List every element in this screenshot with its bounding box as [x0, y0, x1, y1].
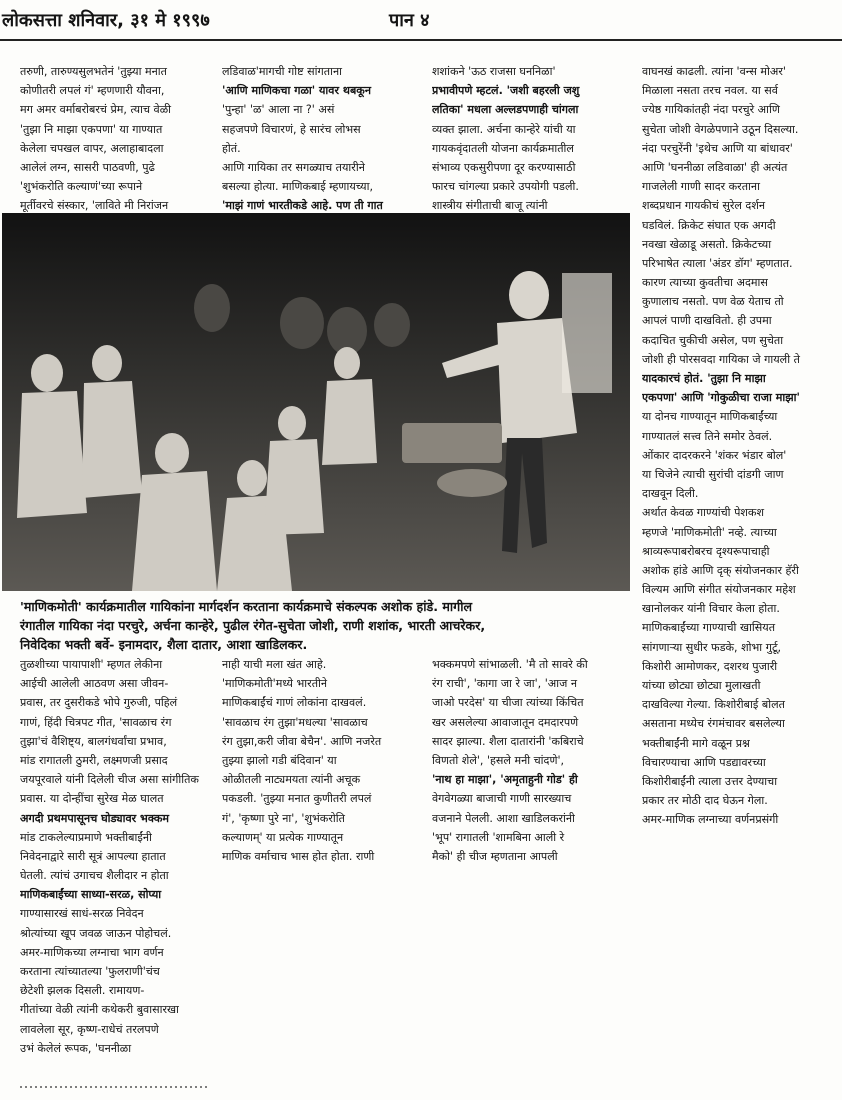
article-text-line: कल्याणम्' या प्रत्येक गाण्यातून	[222, 830, 344, 844]
article-text-line: आलेलं लग्न, सासरी पाठवणी, पुढे	[20, 160, 155, 174]
article-text-line: भक्कमपणे सांभाळली. 'मै तो सावरे की	[432, 658, 588, 671]
caption-line: निवेदिका भक्ती बर्वे- इनामदार, शैला दातार, आशा खाडिलकर.	[20, 637, 308, 652]
article-text-line: संभाव्य एकसुरीपणा दूर करण्यासाठी	[432, 160, 576, 174]
article-text-line: मग अमर वर्माबरोबरचं प्रेम, त्याच वेळी	[20, 103, 172, 117]
article-text-line: किशोरी आमोणकर, दशरथ पुजारी	[642, 659, 778, 673]
article-text-line: गं', 'कृष्णा पुरे ना', 'शुभंकरोति	[222, 811, 345, 825]
article-text-line: करताना त्यांच्यातल्या 'फुलराणी'चंच	[20, 965, 160, 978]
article-text-line: वेगवेगळ्या बाजाची गाणी सारख्याच	[432, 792, 572, 806]
article-text-line: अमर-माणिकच्या लग्नाचा भाग वर्णन	[20, 945, 164, 959]
article-text-line: 'भूप' रागातली 'शामबिना आली रे	[432, 830, 565, 844]
article-text-line: दाखविल्या गेल्या. किशोरीबाई बोलत	[642, 698, 785, 712]
article-text-line: 'तुझा नि माझा एकपणा' या गाण्यात	[20, 122, 163, 136]
article-text-line: वाघनखं काढली. त्यांना 'वन्स मोअर'	[642, 65, 786, 78]
article-text-line: कदाचित चुकीची असेल, पण सुचेता	[642, 333, 784, 347]
article-text-line: शास्त्रीय संगीताची बाजू त्यांनी	[432, 199, 548, 213]
article-text-line: परिभाषेत त्याला 'अंडर डॉग' म्हणतात.	[642, 256, 793, 270]
photo-caption	[20, 597, 632, 654]
article-text-line: गाण्यातलं सत्त्व तिने समोर ठेवलं.	[642, 429, 773, 443]
article-text-line: तुझा'चं वैशिष्ट्य, बालगंधर्वांचा प्रभाव,	[20, 734, 167, 748]
article-column-7	[432, 655, 622, 866]
article-text-line: गाणं, हिंदी चित्रपट गीत, 'सावळाच रंग	[20, 715, 172, 729]
article-column-5	[20, 655, 206, 1058]
header-divider	[0, 39, 842, 41]
article-text-line: गायकवृंदातली योजना कार्यक्रमातील	[432, 141, 574, 155]
article-text-line: घडविलं. क्रिकेट संघात एक अगदी	[642, 218, 776, 232]
article-text-line: शशांकने 'ऊठ राजसा घननिळा'	[432, 65, 556, 78]
article-text-line: आईची आलेली आठवण असा जीवन-	[20, 677, 169, 691]
article-text-line: माणिकबाईंचं गाणं लोकांना दाखवलं.	[222, 696, 367, 710]
article-text-line: किशोरीबाईंनी त्याला उत्तर देण्याचा	[642, 774, 778, 788]
article-text-line: माणिकबाईंच्या गाण्याची खासियत	[642, 621, 776, 635]
article-text-line: माणिकबाईंच्या साध्या-सरळ, सोप्या	[20, 888, 162, 902]
article-text-line: लडिवाळ'मागची गोष्ट सांगताना	[222, 65, 343, 78]
article-text-line: गीतांच्या वेळी त्यांनी कथेकरी बुवासारखा	[20, 1003, 179, 1017]
article-text-line: छेटेशी झलक दिसली. रामायण-	[20, 984, 145, 998]
article-text-line: कोणीतरी लपलं गं' म्हणणारी यौवना,	[20, 84, 165, 98]
article-text-line: मिळाला नसता तरच नवल. या सर्व	[642, 84, 778, 98]
article-text-line: दाखवून दिली.	[642, 487, 699, 501]
article-text-line: 'माणिकमोती'मध्ये भारतीने	[222, 677, 328, 691]
article-text-line: कुणालाच नसतो. पण वेळ येताच तो	[642, 295, 784, 309]
caption-line: रंगातील गायिका नंदा परचुरे, अर्चना कान्हेरे, पुढील रंगेत-सुचेता जोशी, राणी शशांक, भारती आचरेकर,	[20, 618, 486, 633]
article-text-line: विल्यम आणि संगीत संयोजनकार महेश	[642, 583, 796, 597]
masthead-date: लोकसत्ता शनिवार, ३१ मे १९९७	[2, 10, 210, 31]
article-text-line: म्हणजे 'माणिकमोती' नव्हे. त्याच्या	[642, 525, 777, 539]
article-text-line: यादकारचं होतं. 'तुझा नि माझा	[642, 372, 766, 385]
article-text-line: 'आणि माणिकचा गळा' यावर थबकून	[222, 84, 371, 98]
article-column-2	[222, 62, 416, 216]
article-text-line: विणतो शेले', 'हसले मनी चांदणे',	[432, 753, 565, 767]
article-text-line: जोशी ही पोरसवदा गायिका जे गायली ते	[642, 352, 800, 366]
article-text-line: प्रवास, तर दुसरीकडे भोपे गुरुजी, पहिलं	[20, 696, 178, 710]
article-text-line: श्रोत्यांच्या खूप जवळ जाऊन पोहोचलं.	[20, 926, 172, 940]
article-text-line: अशोक हांडे आणि दृक् संयोजनकार हॅरी	[642, 563, 799, 577]
article-text-line: नंदा परचुरेंनी 'इथेच आणि या बांधावर'	[642, 141, 793, 155]
article-text-line: नाही याची मला खंत आहे.	[222, 658, 327, 671]
article-text-line: रंग राची', 'कागा जा रे जा', 'आज न	[432, 677, 578, 691]
stage-performance-photo	[2, 213, 630, 591]
article-text-line: 'नाथ हा माझा', 'अमृताहुनी गोड' ही	[432, 773, 578, 787]
article-text-line: तुझ्या झालो गडी बंदिवान' या	[222, 753, 337, 767]
article-text-line: तरुणी, तारुण्यसुलभतेनं 'तुझ्या मनात	[20, 65, 167, 78]
article-text-line: अर्थात केवळ गाण्यांची पेशकश	[642, 506, 764, 520]
article-text-line: आपलं पाणी दाखवितो. ही उपमा	[642, 314, 772, 328]
article-text-line: व्यक्त झाला. अर्चना कान्हेरे यांची या	[432, 122, 576, 136]
article-text-line: आणि 'घननीळा लडिवाळा' ही अत्यंत	[642, 160, 788, 174]
article-column-4	[642, 62, 830, 830]
article-text-line: भक्तीबाईंनी मागे वळून प्रश्न	[642, 736, 750, 750]
article-column-1	[20, 62, 202, 216]
article-text-line: श्राव्यरूपाबरोबरच दृश्यरूपाचाही	[642, 544, 770, 558]
article-text-line: कारण त्याच्या कुवतीचा अदमास	[642, 276, 768, 290]
article-text-line: खर असलेल्या आवाजातून दमदारपणे	[432, 715, 579, 729]
page-number: पान ४	[389, 10, 430, 31]
article-text-line: तुळशीच्या पायापाशी' म्हणत लेकीना	[20, 658, 163, 671]
article-column-3	[432, 62, 622, 216]
article-text-line: मांड टाकलेल्याप्रमाणे भक्तीबाईंनी	[20, 830, 152, 844]
article-text-line: शब्दप्रधान गायकीचं सुरेल दर्शन	[642, 199, 766, 213]
article-text-line: अगदी प्रथमपासूनच घोड्यावर भक्कम	[20, 811, 170, 825]
article-text-line: वजनाने पेलली. आशा खाडिलकरांनी	[432, 811, 575, 825]
article-text-line: ओळीतली नाट्यमयता त्यांनी अचूक	[222, 773, 361, 787]
article-text-line: पकडली. 'तुझ्या मनात कुणीतरी लपलं	[222, 792, 372, 806]
article-text-line: जयपूरवाले यांनी दिलेली चीज असा सांगीतिक	[20, 773, 199, 787]
caption-line: 'माणिकमोती' कार्यक्रमातील गायिकांना मार्गदर्शन करताना कार्यक्रमाचे संकल्पक अशोक हांडे. मागील	[20, 599, 473, 614]
article-text-line: लावलेला सूर, कृष्ण-राधेचं तरलपणे	[20, 1022, 159, 1036]
article-text-line: मूर्तीवरचे संस्कार, 'लाविते मी निरांजन	[20, 199, 169, 213]
article-text-line: 'सावळाच रंग तुझा'मधल्या 'सावळाच	[222, 715, 368, 729]
article-text-line: सांगणाऱ्या सुधीर फडके, शोभा गुर्टू,	[642, 640, 782, 654]
article-text-line: गाण्यासारखं साधं-सरळ निवेदन	[20, 907, 144, 921]
article-text-line: प्रभावीपणे म्हटलं. 'जशी बहरली जशु	[432, 84, 580, 98]
article-text-line: आणि गायिका तर सगळ्याच तयारीने	[222, 160, 365, 174]
article-text-line: जाओ परदेस' या चीजा त्यांच्या किंचित	[432, 696, 584, 710]
column-end-rule	[20, 1082, 210, 1092]
article-text-line: असताना मध्येच रंगमंचावर बसलेल्या	[642, 717, 785, 731]
article-text-line: बसल्या होत्या. माणिकबाई म्हणायच्या,	[222, 180, 373, 194]
article-text-line: सहजपणे विचारणं, हे सारंच लोभस	[222, 122, 361, 136]
article-text-line: एकपणा' आणि 'गोकुळीचा राजा माझा'	[642, 391, 800, 405]
article-text-line: या चिजेने त्याची सुरांची दांडगी जाण	[642, 467, 784, 481]
article-text-line: रंग तुझा,करी जीवा बेचैन'. आणि नजरेत	[222, 734, 382, 748]
article-text-line: 'शुभंकरोति कल्याणं'च्या रूपाने	[20, 180, 143, 194]
article-text-line: ओंकार दादरकरने 'शंकर भंडार बोल'	[642, 448, 787, 462]
article-text-line: नवखा खेळाडू असतो. क्रिकेटच्या	[642, 237, 772, 251]
article-text-line: गाजलेली गाणी सादर करताना	[642, 180, 760, 194]
article-text-line: सुचेता जोशी वेगळेपणाने उठून दिसल्या.	[642, 122, 799, 136]
article-text-line: सादर झाल्या. शैला दातारांनी 'कबिराचे	[432, 734, 584, 748]
page-header	[0, 0, 842, 38]
photo-icon	[2, 213, 630, 591]
article-text-line: फारच चांगल्या प्रकारे उपयोगी पडली.	[432, 180, 579, 194]
article-text-line: घेतली. त्यांचं उगाचच शैलीदार न होता	[20, 869, 169, 883]
article-text-line: ज्येष्ठ गायिकांतही नंदा परचुरे आणि	[642, 103, 780, 117]
article-text-line: यांच्या छोट्या छोट्या मुलाखती	[642, 679, 761, 692]
article-text-line: प्रकार तर मोठी दाद घेऊन गेला.	[642, 794, 768, 808]
article-text-line: 'पुन्हा' 'ळ' आला ना ?' असं	[222, 103, 335, 117]
article-text-line: विचारण्याचा आणि पडद्यावरच्या	[642, 755, 766, 769]
article-text-line: माणिक वर्माचाच भास होत होता. राणी	[222, 849, 375, 863]
article-text-line: 'माझं गाणं भारतीकडे आहे. पण ती गात	[222, 199, 383, 213]
article-text-line: अमर-माणिक लग्नाच्या वर्णनप्रसंगी	[642, 813, 779, 827]
article-text-line: प्रवास. या दोन्हींचा सुरेख मेळ घालत	[20, 792, 164, 806]
article-text-line: उभं केलेलं रूपक, 'घननीळा	[20, 1041, 132, 1055]
article-text-line: होतं.	[222, 141, 241, 155]
article-text-line: या दोनच गाण्यातून माणिकबाईंच्या	[642, 410, 778, 424]
article-text-line: निवेदनाद्वारे सारी सूत्रं आपल्या हातात	[20, 849, 166, 863]
article-text-line: मैको' ही चीज म्हणताना आपली	[432, 849, 558, 863]
article-text-line: मांड रागातली ठुमरी, लक्ष्मणजी प्रसाद	[20, 753, 168, 767]
article-text-line: केलेला चपखल वापर, अलाहाबादला	[20, 141, 164, 155]
article-text-line: खानोलकर यांनी विचार केला होता.	[642, 602, 780, 616]
article-text-line: लतिका' मधला अल्लडपणाही चांगला	[432, 103, 579, 117]
article-column-6	[222, 655, 416, 866]
